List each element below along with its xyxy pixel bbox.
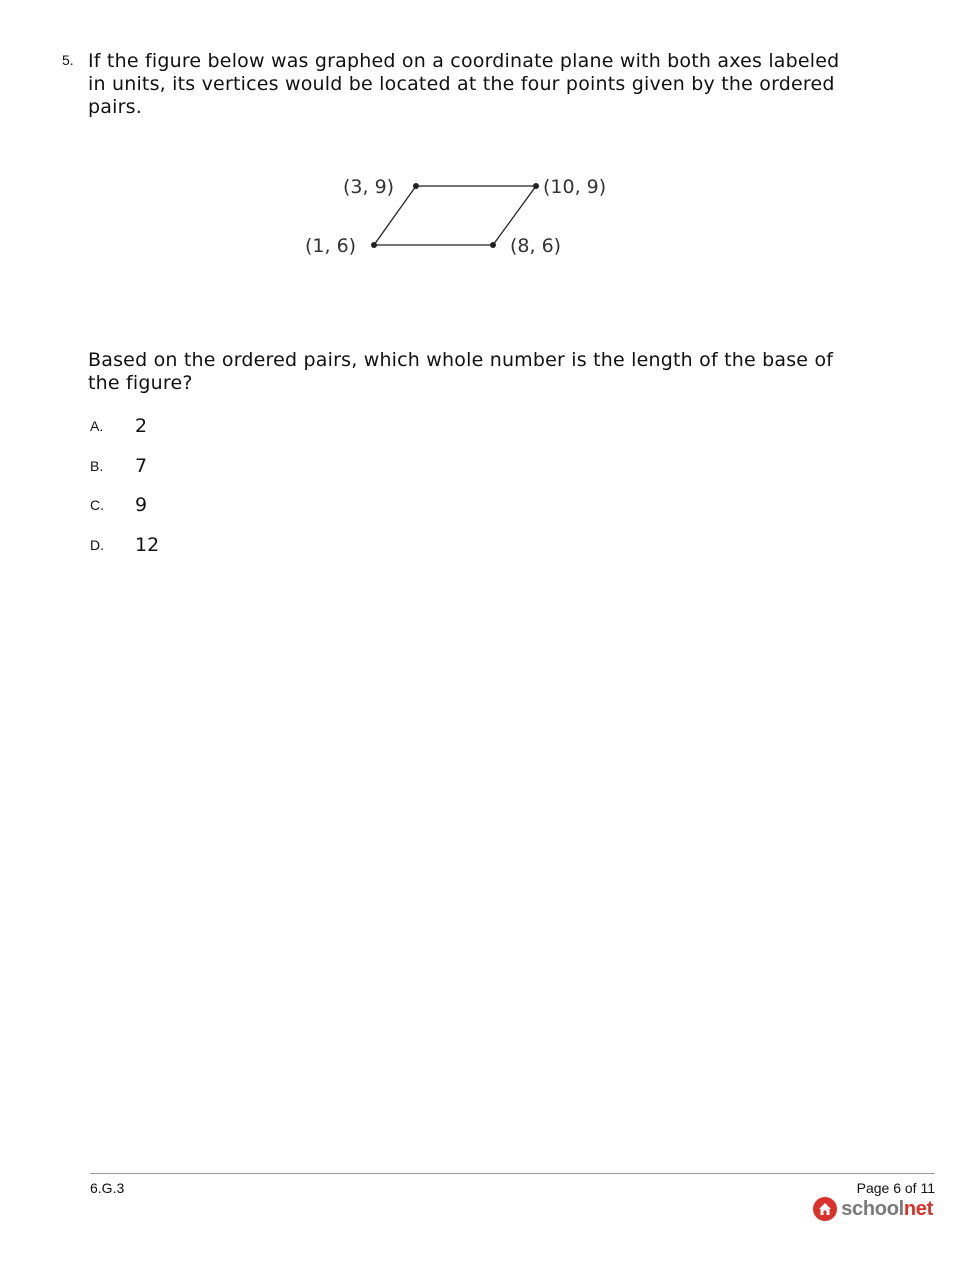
standard-code: 6.G.3 (90, 1180, 125, 1196)
question-stem: If the figure below was graphed on a coordinate plane with both axes labeled in units, its vertices would be located at the four points given by the ordered pairs. (88, 50, 840, 118)
house-icon (813, 1197, 837, 1221)
label-top-right: (10, 9) (543, 176, 607, 198)
choice-value: 7 (135, 455, 148, 477)
page-number: Page 6 of 11 (856, 1180, 935, 1196)
vertex-top-right (533, 183, 539, 189)
choice-value: 2 (135, 415, 148, 437)
question-prompt: Based on the ordered pairs, which whole number is the length of the base of the figure? (88, 349, 834, 394)
choice-letter: A. (90, 418, 104, 434)
choice-letter: B. (90, 458, 104, 474)
vertex-bottom-right (490, 242, 496, 248)
schoolnet-logo (813, 1196, 933, 1222)
logo-text-school: school (841, 1197, 904, 1220)
footer-divider (90, 1173, 935, 1174)
choice-value: 12 (135, 534, 160, 556)
label-bottom-left: (1, 6) (305, 235, 357, 257)
logo-text-net: net (903, 1197, 933, 1220)
label-bottom-right: (8, 6) (510, 235, 562, 257)
parallelogram-figure (290, 160, 630, 270)
vertex-bottom-left (371, 242, 377, 248)
choice-letter: D. (90, 537, 104, 553)
vertex-top-left (413, 183, 419, 189)
choice-letter: C. (90, 497, 104, 513)
label-top-left: (3, 9) (343, 176, 395, 198)
question-number: 5. (62, 52, 74, 68)
choice-value: 9 (135, 494, 148, 516)
